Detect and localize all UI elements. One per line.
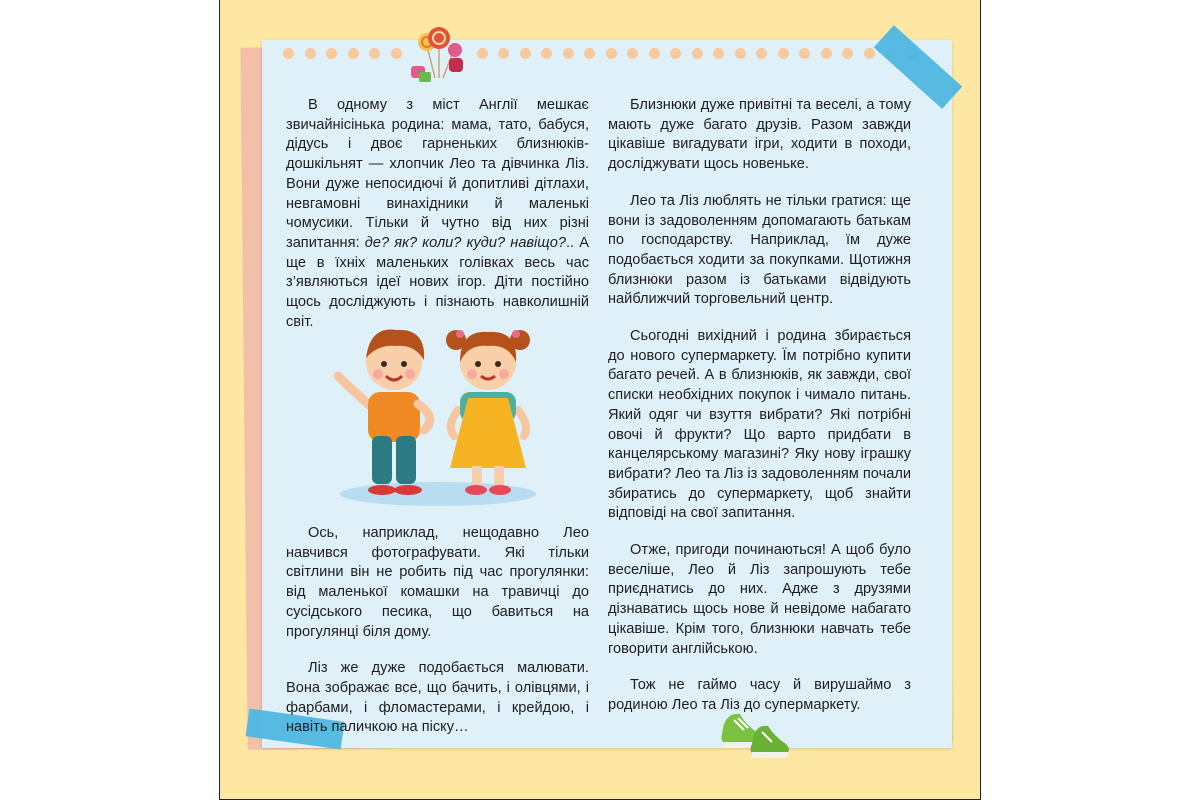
- notebook-hole: [799, 48, 810, 59]
- notebook-hole: [391, 48, 402, 59]
- notebook-hole: [756, 48, 767, 59]
- paragraph-liz-draws: [286, 659, 589, 738]
- notebook-hole: [670, 48, 681, 59]
- paragraph-intro: [286, 96, 589, 332]
- notebook-hole: [842, 48, 853, 59]
- notebook-hole: [326, 48, 337, 59]
- notebook-hole: [713, 48, 724, 59]
- notebook-hole: [627, 48, 638, 59]
- notebook-hole: [735, 48, 746, 59]
- notebook-hole: [305, 48, 316, 59]
- notebook-hole: [778, 48, 789, 59]
- italic-questions: де? як? коли? куди? навіщо?: [364, 234, 566, 251]
- text-run: Ось, наприклад, нещодавно Лео навчився фотографувати. Які тільки світлини він не робить під час прогулянки: від маленької комашки на травичці до сусідського песика, що бавиться на прогулянці біля дому.: [286, 525, 589, 640]
- notebook-hole: [283, 48, 294, 59]
- notebook-hole: [348, 48, 359, 59]
- twins-illustration: [330, 318, 550, 512]
- paragraph-shopping: Лео та Ліз люблять не тільки гратися: ще вони із задоволенням допомагають батькам по господарству. Наприклад, їм дуже подобається ходити за покупками. Щотижня близнюки разом із батьками відвідують найближчий торговельний центр.: [608, 192, 911, 308]
- notebook-hole: [541, 48, 552, 59]
- notebook-hole: [649, 48, 660, 59]
- notebook-hole: [520, 48, 531, 59]
- notebook-holes: [283, 48, 923, 62]
- paragraph-leo-photos: [286, 524, 589, 642]
- sneakers-illustration: [716, 704, 796, 762]
- notebook-hole: [692, 48, 703, 59]
- left-column-top: [286, 96, 589, 332]
- notebook-hole: [369, 48, 380, 59]
- notebook-hole: [821, 48, 832, 59]
- notebook-hole: [864, 48, 875, 59]
- right-column: [608, 96, 911, 716]
- text-run: В одному з міст Англії мешкає звичайнісінька родина: мама, тато, бабуся, дідусь і двоє гарненьких близнюків-дошкільнят — хлопчик Лео та дівчинка Ліз. Вони дуже непосидючі й допитливі дітлахи, невгамовні винахідники й маленькі чомусики. Тільки й чутно від них різні запитання:: [286, 97, 589, 251]
- paragraph-lets-go: Тож не гаймо часу й вирушаймо з родиною Лео та Ліз до супермаркету.: [608, 677, 911, 713]
- paragraph-friends: Близнюки дуже привітні та веселі, а тому мають дуже багато друзів. Разом завжди цікавіше вигадувати ігри, ходити в походи, досліджувати щось новеньке.: [608, 97, 911, 173]
- paragraph-adventures: Отже, пригоди починаються! А щоб було веселіше, Лео й Ліз запрошують тебе приєднатись до них. Адже з друзями дізнаватись щось нове й невідоме набагато цікавіше. Крім того, близнюки навчать тебе говорити англійською.: [608, 542, 911, 657]
- text-run: Ліз же дуже подобається малювати. Вона зображає все, що бачить, і олівцями, і фарбами, і фломастерами, і крейдою, і навіть паличкою на піску…: [286, 660, 589, 736]
- notebook-hole: [498, 48, 509, 59]
- paragraph-supermarket: Сьогодні вихідний і родина збирається до нового супермаркету. Їм потрібно купити багато речей. А в близнюків, як завжди, свої списки необхідних покупок і чимало питань. Який одяг чи взуття вибрати? Які потрібні овочі й фрукти? Що варто придбати в канцелярському магазині? Яку нову іграшку вибрати? Лео та Ліз із задоволенням почали збиратись до супермаркету, щоб знайти відповіді на свої запитання.: [608, 328, 911, 522]
- text-run: .. А ще в їхніх маленьких голівках весь час з’являються ідеї нових ігор. Діти постійно щось досліджують і пізнають навколишній світ.: [286, 234, 589, 330]
- notebook-hole: [563, 48, 574, 59]
- notebook-hole: [606, 48, 617, 59]
- left-column-bottom: [286, 524, 589, 738]
- notebook-hole: [477, 48, 488, 59]
- notebook-hole: [584, 48, 595, 59]
- lollipop-illustration: [405, 26, 473, 86]
